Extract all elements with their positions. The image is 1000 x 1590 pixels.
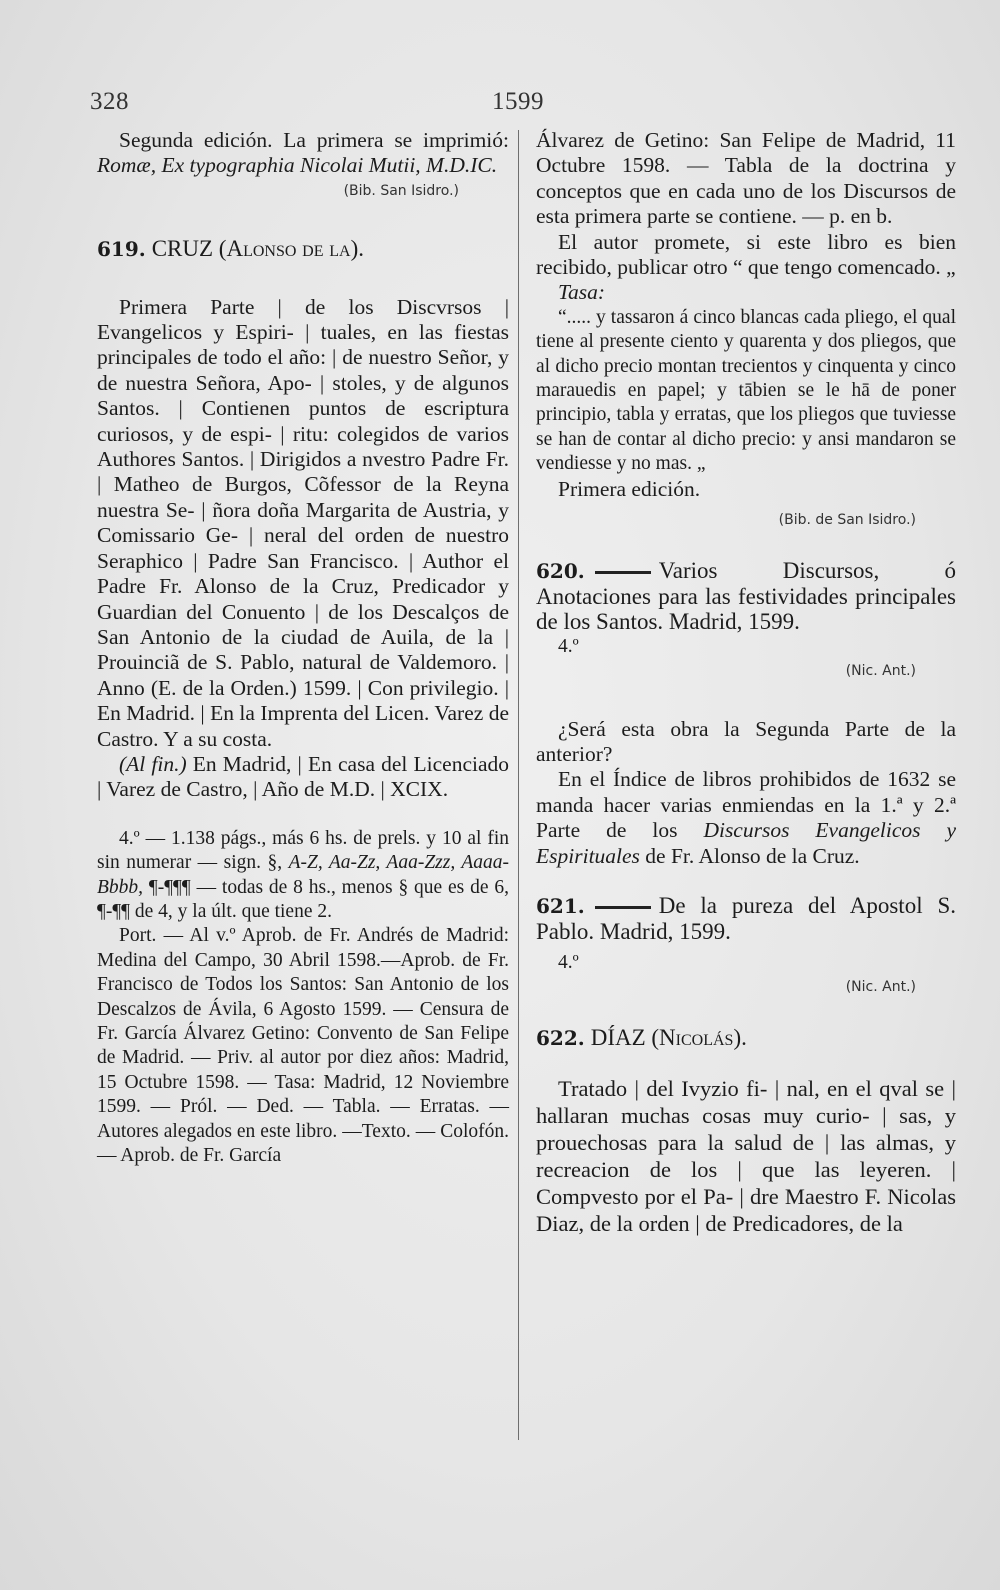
right-column <box>536 128 956 1237</box>
entry-620-title: Varios Discursos, ó Anotaciones para las festividades principales de los Santos. Madrid, 1599. <box>536 557 956 635</box>
entry-622-author: DÍAZ (Nicolás). <box>590 1024 747 1050</box>
first-edition-note: Primera edición. <box>558 476 701 501</box>
note-text-end: de Fr. Alonso de la Cruz. <box>639 843 860 868</box>
entry-621-format: 4.º <box>558 951 579 973</box>
entry-619-colophon <box>97 752 509 803</box>
note-title: Discursos Evangelicos y Espirituales <box>536 818 956 868</box>
entry-619-number: 619. <box>97 237 146 262</box>
left-column <box>97 128 509 1168</box>
entry-621-number: 621. <box>536 893 585 918</box>
entry-620 <box>536 558 956 635</box>
page-number: 328 <box>90 88 129 115</box>
entry-619-collation <box>97 827 509 925</box>
tasa-label <box>536 280 956 305</box>
intro-text: Segunda edición. La primera se imprimió: <box>119 128 509 152</box>
entry-620-format: 4.º <box>558 635 579 657</box>
entry-621 <box>536 893 956 945</box>
entry-619-contents: Port. — Al v.º Aprob. de Fr. Andrés de Madrid: Medina del Campo, 30 Abril 1598.—Aprob. de Fr. Francisco de Todos los Santos: San Antonio de los Descalzos de Ávila, 6 Agosto 1599. — Censura de Fr. García Álvarez Getino: Convento de San Felipe de Madrid. — Priv. al autor por diez años: Madrid, 15 Octubre 1598. — Tasa: Madrid, 12 Noviembre 1599. — Pról. — Ded. — Tabla. — Erratas. — Autores alegados en este libro. —Texto. — Colofón. — Aprob. de Fr. García <box>97 925 509 1167</box>
entry-619-title: Primera Parte | de los Discvrsos | Evangelicos y Espiri- | tuales, en las fiestas principales de todo el año: | de nuestro Señor, y de nuestra Señora, Apo- | stoles, y de algunos Santos. | Contienen puntos de escriptura curiosos, y de espi- | ritu: colegidos de varios Authores Santos. | Dirigidos a nvestro Padre Fr. | Matheo de Burgos, Cõfessor de la Reyna nuestra Se- | ñora doña Margarita de Austria, y Comissario Ge- | neral del orden de nuestro Seraphico | Padre San Francisco. | Author el Padre Fr. Alonso de la Cruz, Predicador y Guardian del Conuento | de los Descalços de San Antonio de la ciudad de Auila, de la | Prouinciã de S. Pablo, natural de Valdemoro. | Anno (E. de la Orden.) 1599. | Con privilegio. | En Madrid. | En la Imprenta del Licen. Varez de Castro. Y a su costa. <box>97 294 509 751</box>
column-divider <box>518 130 519 1440</box>
author-promise: El autor promete, si este libro es bien recibido, publicar otro “ que tengo comencado. „ <box>536 229 956 280</box>
entry-622-number: 622. <box>536 1025 585 1050</box>
entry-621-source: (Nic. Ant.) <box>845 979 916 996</box>
entry-622-heading <box>536 1025 956 1051</box>
tasa-label-text: Tasa: <box>558 280 606 305</box>
entry-620-note-question: ¿Será esta obra la Segunda Parte de la anterior? <box>536 716 956 766</box>
intro-paragraph <box>97 128 509 179</box>
entry-620-note-index <box>536 767 956 869</box>
intro-source: (Bib. San Isidro.) <box>343 182 459 199</box>
note-text: En el Índice de libros prohibidos de 1632 se manda hacer varias enmiendas en la 1.ª y 2.ª Parte de los <box>536 767 956 843</box>
ditto-dash <box>595 571 651 574</box>
collation-text: 4.º — 1.138 págs., más 6 hs. de prels. y 10 al fin sin numerar — sign. §, <box>97 827 509 874</box>
intro-imprint: Romæ, Ex typographia Nicolai Mutii, M.D.IC. <box>97 153 498 178</box>
tasa-text: “..... y tassaron á cinco blancas cada pliego, el qual tiene al presente ciento y quarenta y dos pliegos, que al dicho precio montan trecientos y cinquenta y cinco marauedis en papel; y tābien se le hā de poner principio, tabla y erratas, que los pliegos que tuviesse se han de contar al dicho precio: y ansi mandaron se vendiesse y no mas. „ <box>536 306 956 475</box>
collation-text-2: ¶-¶¶¶ — todas de 8 hs., menos § que es de 6, ¶-¶¶ de 4, y la últ. que tiene 2. <box>97 876 509 922</box>
entry-619-author: CRUZ (Alonso de la). <box>151 236 364 262</box>
entry-622-title: Tratado | del Ivyzio fi- | nal, en el qval se | hallaran muchas cosas muy curio- | sas, y prouechosas para la salud de | las almas, y recreacion de los | que las leyeren. | Compvesto por el Pa- | dre Maestro F. Nicolas Diaz, de la orden | de Predicadores, de la <box>536 1076 956 1236</box>
entry-621-title: De la pureza del Apostol S. Pablo. Madrid, 1599. <box>536 892 956 945</box>
ditto-dash <box>595 906 651 909</box>
running-head-year: 1599 <box>492 88 544 115</box>
entry-620-number: 620. <box>536 558 585 583</box>
source-san-isidro: (Bib. de San Isidro.) <box>778 512 916 529</box>
collation-signatures: A-Z, Aa-Zz, Aaa-Zzz, Aaaa-Bbbb, <box>97 852 509 898</box>
colophon-text: En Madrid, | En casa del Licenciado | Varez de Castro, | Año de M.D. | XCIX. <box>97 751 509 802</box>
entry-619-heading <box>97 236 509 262</box>
entry-620-source: (Nic. Ant.) <box>845 663 916 680</box>
continued-text: Álvarez de Getino: San Felipe de Madrid, 11 Octubre 1598. — Tabla de la doctrina y conceptos que en cada uno de los Discursos de esta primera parte se contiene. — p. en b. <box>536 128 956 229</box>
colophon-label: (Al fin.) <box>119 751 187 776</box>
